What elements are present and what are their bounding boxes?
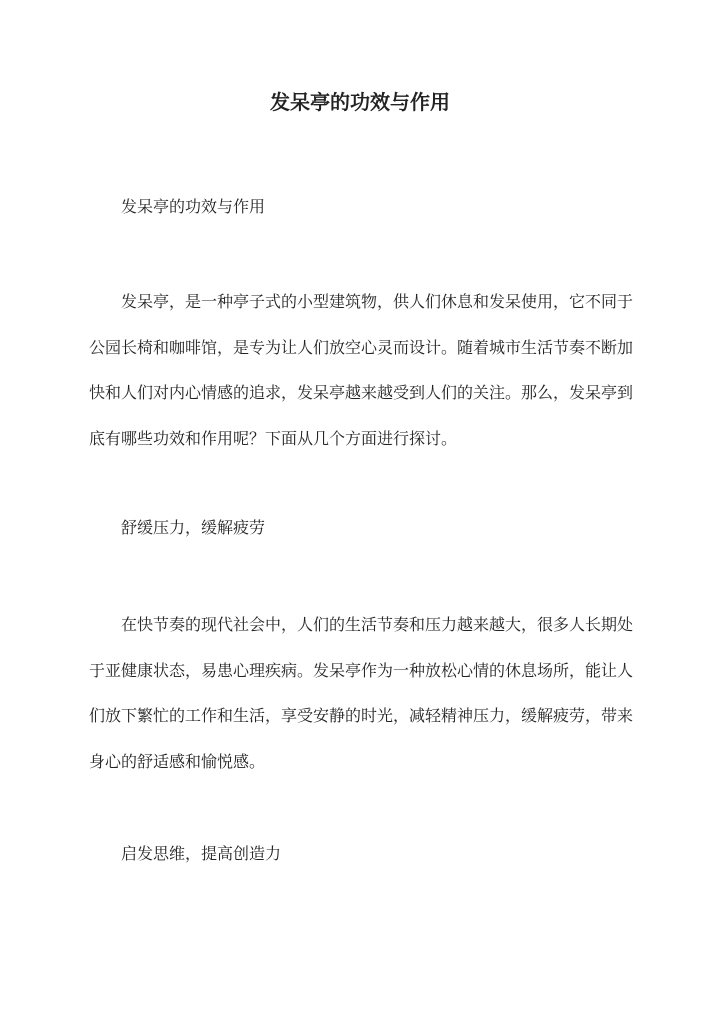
section-heading-stress-relief: 舒缓压力，缓解疲劳 (121, 518, 266, 537)
intro-paragraph: 发呆亭，是一种亭子式的小型建筑物，供人们休息和发呆使用，它不同于公园长椅和咖啡馆，是专为让人们放空心灵而设计。随着城市生活节奏不断加快和人们对内心情感的追求，发呆亭越来越受到人们的关注。那么，发呆亭到底有哪些功效和作用呢？下面从几个方面进行探讨。 (89, 292, 634, 448)
section-heading-creativity: 启发思维，提高创造力 (121, 844, 282, 863)
document-subtitle: 发呆亭的功效与作用 (121, 197, 266, 216)
document-title: 发呆亭的功效与作用 (270, 90, 450, 114)
section-body-stress-relief: 在快节奏的现代社会中，人们的生活节奏和压力越来越大，很多人长期处于亚健康状态，易患心理疾病。发呆亭作为一种放松心情的休息场所，能让人们放下繁忙的工作和生活，享受安静的时光，减轻精神压力，缓解疲劳，带来身心的舒适感和愉悦感。 (89, 615, 634, 771)
